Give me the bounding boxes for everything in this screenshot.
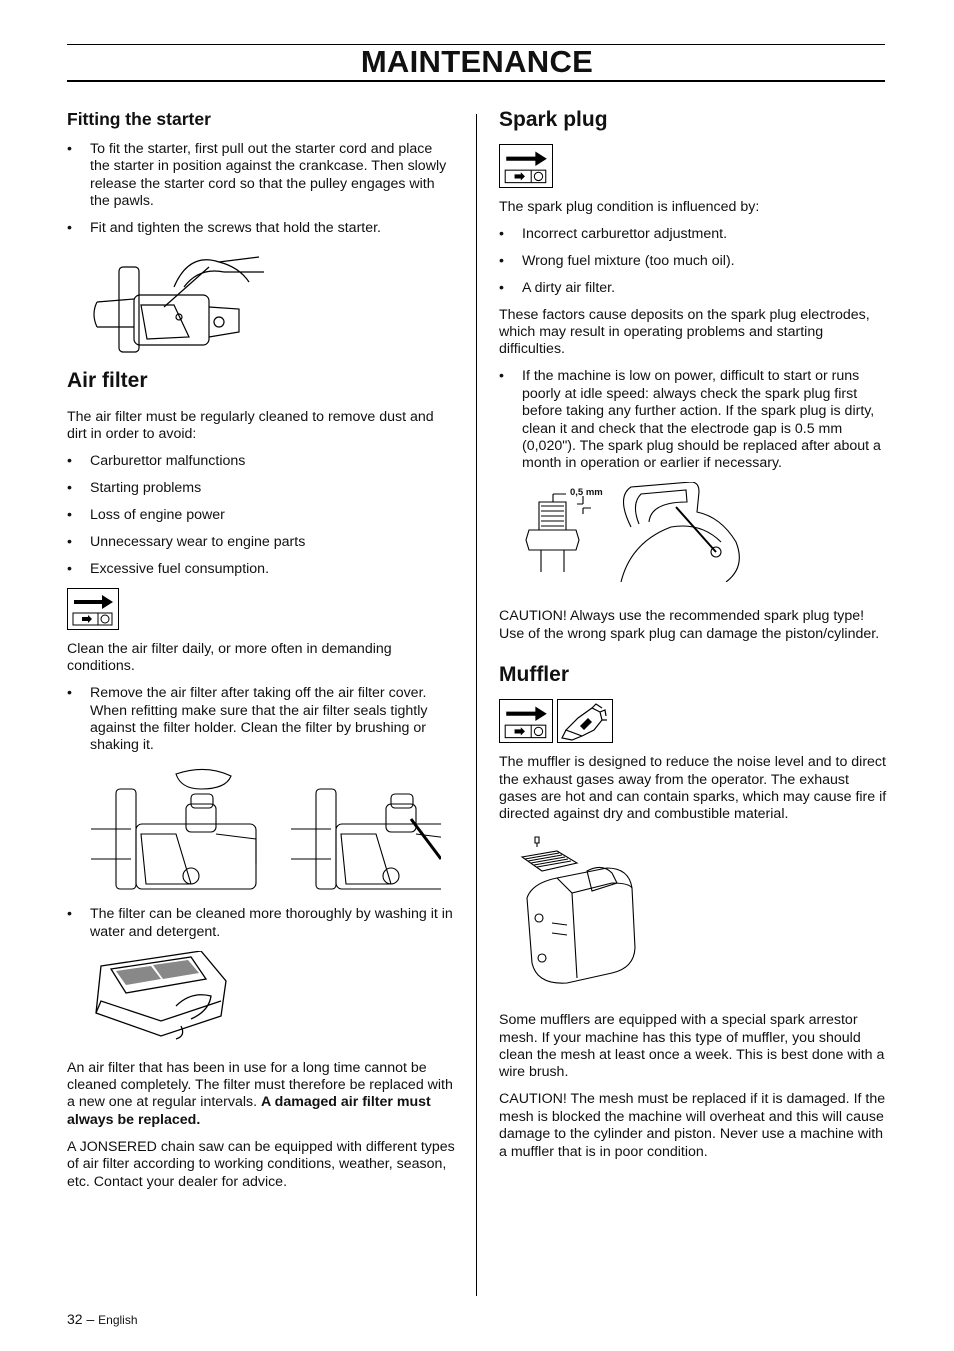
air-filter-clean-daily: Clean the air filter daily, or more often in demanding conditions.	[67, 640, 392, 675]
spark-plug-illustration	[521, 482, 887, 582]
spark-plug-check	[499, 368, 887, 472]
starter-steps	[67, 141, 455, 238]
maintenance-symbol	[499, 144, 887, 188]
page-number: 32 –	[67, 1311, 99, 1327]
list-item: • Excessive fuel consumption.	[67, 561, 455, 578]
list-item: • If the machine is low on power, difficult to start or runs poorly at idle speed: always check the spark plug first before taking any further action. If the spark plug is dirty, clean it and check that the electrode gap is 0.5 mm (0,020"). The spark plug should be replaced after about a month in operation or earlier if necessary.	[499, 368, 887, 472]
muffler-caution: CAUTION! The mesh must be replaced if it is damaged. If the mesh is blocked the machine will overheat and this will cause damage to the cylinder and piston. Never use a machine with a muffler that is in poor condition.	[499, 1091, 886, 1160]
muffler-arrestor: Some mufflers are equipped with a special spark arrestor mesh. If your machine has this type of muffler, you should clean the mesh at least once a week. This is best done with a wire brush.	[499, 1012, 885, 1081]
maintenance-arrow-icon	[67, 588, 119, 630]
column-divider	[476, 114, 477, 1296]
air-filter-problems	[67, 453, 455, 578]
list-item: • Carburettor malfunctions	[67, 453, 455, 470]
air-filter-remove	[67, 685, 455, 755]
air-filter-intro: The air filter must be regularly cleaned to remove dust and dirt in order to avoid:	[67, 409, 434, 443]
section-heading-muffler: Muffler	[499, 663, 569, 687]
protective-glove-icon	[557, 699, 613, 743]
maintenance-symbol	[67, 588, 455, 630]
spark-plug-intro: The spark plug condition is influenced by:	[499, 199, 760, 215]
list-item: • Wrong fuel mixture (too much oil).	[499, 253, 887, 270]
maintenance-symbols	[499, 699, 887, 743]
section-heading-spark-plug: Spark plug	[499, 108, 608, 131]
spark-plug-caution: CAUTION! Always use the recommended spark plug type! Use of the wrong spark plug can damage the piston/cylinder.	[499, 608, 880, 642]
maintenance-arrow-icon	[499, 699, 553, 743]
list-item: • The filter can be cleaned more thoroughly by washing it in water and detergent.	[67, 906, 455, 941]
list-item: • A dirty air filter.	[499, 280, 887, 297]
maintenance-arrow-icon	[499, 144, 553, 188]
list-item: • Fit and tighten the screws that hold the starter.	[67, 220, 455, 237]
section-heading-fitting-starter: Fitting the starter	[67, 109, 211, 129]
title-underline	[67, 80, 885, 82]
list-item: • Starting problems	[67, 480, 455, 497]
list-item: • Unnecessary wear to engine parts	[67, 534, 455, 551]
right-column	[499, 100, 887, 1170]
footer-language: English	[98, 1313, 138, 1327]
air-filter-element-illustration	[91, 951, 455, 1046]
air-filter-removal-illustration	[91, 764, 455, 894]
muffler-illustration	[517, 833, 887, 988]
page-footer	[67, 1311, 138, 1327]
air-filter-replace: An air filter that has been in use for a long time cannot be cleaned completely. The filter must therefore be replaced with a new one at regular intervals. A damaged air filter must always be replaced.	[67, 1059, 453, 1128]
page-title: MAINTENANCE	[360, 44, 594, 79]
spark-plug-deposits: These factors cause deposits on the spark plug electrodes, which may result in operating problems and starting difficulties.	[499, 306, 870, 358]
electrode-gap-label: 0,5 mm	[570, 487, 603, 499]
list-item: • Remove the air filter after taking off the air filter cover. When refitting make sure that the air filter seals tightly against the filter holder. Clean the filter by brushing or shaking it.	[67, 685, 455, 755]
list-item: • Loss of engine power	[67, 507, 455, 524]
air-filter-types: A JONSERED chain saw can be equipped with different types of air filter according to working conditions, weather, season, etc. Contact your dealer for advice.	[67, 1138, 455, 1190]
list-item: • To fit the starter, first pull out the starter cord and place the starter in position against the crankcase. Then slowly release the starter cord so that the pulley engages with the pawls.	[67, 141, 455, 211]
section-heading-air-filter: Air filter	[67, 369, 148, 393]
air-filter-wash	[67, 906, 455, 941]
starter-illustration	[89, 247, 455, 357]
left-column	[67, 100, 455, 1200]
list-item: • Incorrect carburettor adjustment.	[499, 226, 887, 243]
spark-plug-causes	[499, 226, 887, 297]
muffler-intro: The muffler is designed to reduce the noise level and to direct the exhaust gases away from the operator. The exhaust gases are hot and can contain sparks, which may cause fire if directed against dry and combustible material.	[499, 754, 887, 823]
